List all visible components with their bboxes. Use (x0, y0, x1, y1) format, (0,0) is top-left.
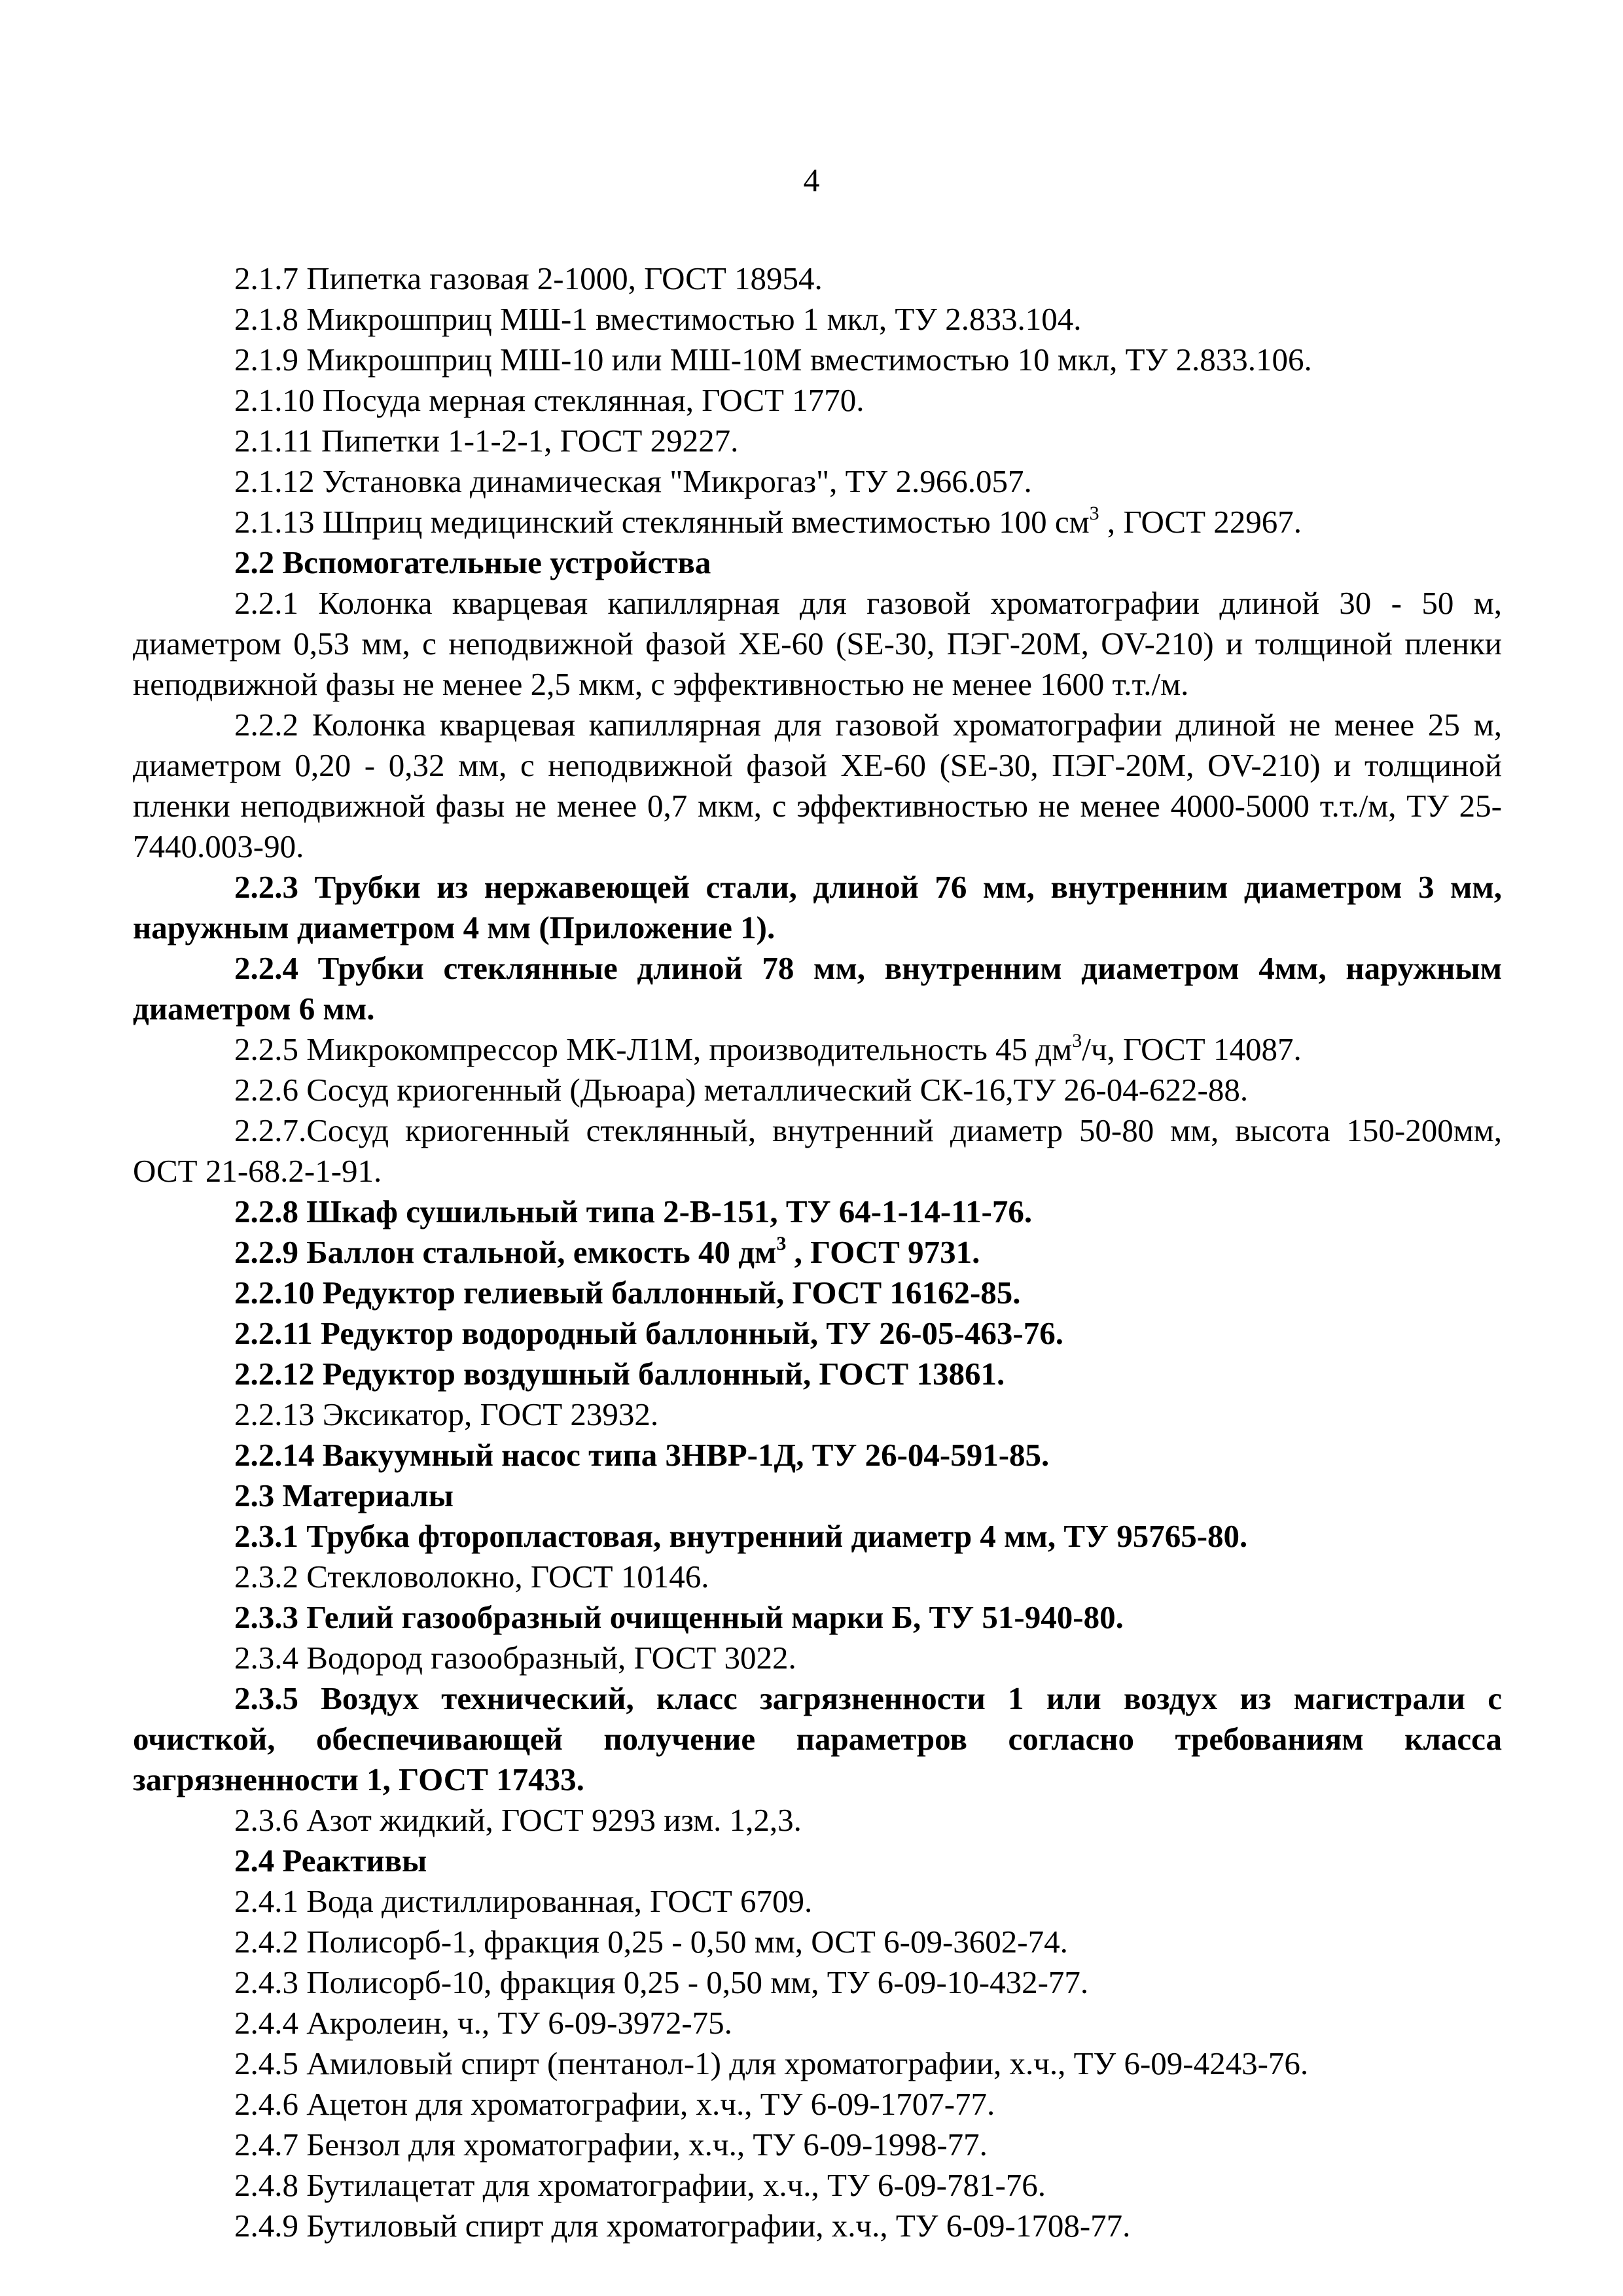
item-2-4-4: 2.4.4 Акролеин, ч., ТУ 6-09-3972-75. (234, 2005, 732, 2041)
superscript: 3 (776, 1233, 787, 1254)
item-2-2-9-tail: , ГОСТ 9731. (786, 1234, 980, 1270)
item-2-4-1: 2.4.1 Вода дистиллированная, ГОСТ 6709. (234, 1883, 813, 1919)
item-2-2-9-text: 2.2.9 Баллон стальной, емкость 40 дм (234, 1234, 777, 1270)
item-2-4-3: 2.4.3 Полисорб-10, фракция 0,25 - 0,50 мм, ТУ 6-09-10-432-77. (234, 1964, 1089, 2000)
item-2-4-5: 2.4.5 Амиловый спирт (пентанол-1) для хроматографии, х.ч., ТУ 6-09-4243-76. (234, 2045, 1309, 2081)
item-2-2-5-tail: /ч, ГОСТ 14087. (1082, 1031, 1302, 1067)
item-2-2-14: 2.2.14 Вакуумный насос типа 3НВР-1Д, ТУ 26-04-591-85. (234, 1437, 1050, 1473)
section-heading-2-2: 2.2 Вспомогательные устройства (234, 544, 711, 580)
section-heading-2-3: 2.3 Материалы (234, 1477, 454, 1513)
item-2-4-2: 2.4.2 Полисорб-1, фракция 0,25 - 0,50 мм, ОСТ 6-09-3602-74. (234, 1924, 1068, 1960)
item-2-4-9: 2.4.9 Бутиловый спирт для хроматографии, х.ч., ТУ 6-09-1708-77. (234, 2208, 1131, 2244)
item-2-2-5-text: 2.2.5 Микрокомпрессор МК-Л1М, производительность 45 дм (234, 1031, 1073, 1067)
superscript: 3 (1072, 1030, 1082, 1051)
item-2-3-1: 2.3.1 Трубка фторопластовая, внутренний диаметр 4 мм, ТУ 95765-80. (234, 1518, 1248, 1554)
item-2-2-8: 2.2.8 Шкаф сушильный типа 2-В-151, ТУ 64-1-14-11-76. (234, 1193, 1033, 1229)
item-2-1-8: 2.1.8 Микрошприц МШ-1 вместимостью 1 мкл, ТУ 2.833.104. (234, 301, 1082, 337)
item-2-1-10: 2.1.10 Посуда мерная стеклянная, ГОСТ 1770. (234, 382, 865, 418)
document-body (133, 258, 1502, 2246)
item-2-1-7: 2.1.7 Пипетка газовая 2-1000, ГОСТ 18954. (234, 260, 823, 296)
item-2-2-5 (133, 1029, 1502, 1070)
item-2-2-10: 2.2.10 Редуктор гелиевый баллонный, ГОСТ 16162-85. (234, 1275, 1021, 1311)
item-2-2-13: 2.2.13 Эксикатор, ГОСТ 23932. (234, 1396, 659, 1432)
item-2-2-7: 2.2.7.Сосуд криогенный стеклянный, внутренний диаметр 50-80 мм, высота 150-200мм, ОСТ 21-68.2-1-91. (133, 1112, 1502, 1189)
item-2-3-4: 2.3.4 Водород газообразный, ГОСТ 3022. (234, 1640, 796, 1676)
item-2-2-12: 2.2.12 Редуктор воздушный баллонный, ГОСТ 13861. (234, 1356, 1005, 1392)
superscript: 3 (1089, 503, 1099, 524)
item-2-1-13 (133, 502, 1502, 542)
item-2-1-13-tail: , ГОСТ 22967. (1099, 504, 1302, 540)
section-heading-2-4: 2.4 Реактивы (234, 1843, 427, 1879)
item-2-3-6: 2.3.6 Азот жидкий, ГОСТ 9293 изм. 1,2,3. (234, 1802, 802, 1838)
item-2-1-11: 2.1.11 Пипетки 1-1-2-1, ГОСТ 29227. (234, 423, 739, 459)
item-2-2-2: 2.2.2 Колонка кварцевая капиллярная для газовой хроматографии длиной не менее 25 м, диаметром 0,20 - 0,32 мм, с неподвижной фазой XE-60 (SE-30, ПЭГ-20М, OV-210) и толщиной пленки неподвижной фазы не менее 0,7 мкм, с эффективностью не менее 4000-5000 т.т./м, ТУ 25-7440.003-90. (133, 707, 1502, 864)
item-2-2-6: 2.2.6 Сосуд криогенный (Дьюара) металлический СК-16,ТУ 26-04-622-88. (234, 1072, 1249, 1108)
item-2-1-12: 2.1.12 Установка динамическая "Микрогаз", ТУ 2.966.057. (234, 463, 1032, 499)
item-2-2-1: 2.2.1 Колонка кварцевая капиллярная для газовой хроматографии длиной 30 - 50 м, диаметром 0,53 мм, с неподвижной фазой XE-60 (SE-30, ПЭГ-20М, OV-210) и толщиной пленки неподвижной фазы не менее 2,5 мкм, с эффективностью не менее 1600 т.т./м. (133, 585, 1502, 702)
item-2-2-4: 2.2.4 Трубки стеклянные длиной 78 мм, внутренним диаметром 4мм, наружным диаметром 6 мм. (133, 950, 1502, 1027)
item-2-1-13-text: 2.1.13 Шприц медицинский стеклянный вместимостью 100 см (234, 504, 1090, 540)
item-2-3-2: 2.3.2 Стекловолокно, ГОСТ 10146. (234, 1559, 709, 1595)
item-2-3-5: 2.3.5 Воздух технический, класс загрязненности 1 или воздух из магистрали с очисткой, обеспечивающей получение параметров согласно требованиям класса загрязненности 1, ГОСТ 17433. (133, 1680, 1502, 1797)
item-2-1-9: 2.1.9 Микрошприц МШ-10 или МШ-10М вместимостью 10 мкл, ТУ 2.833.106. (234, 342, 1312, 378)
item-2-4-7: 2.4.7 Бензол для хроматографии, х.ч., ТУ 6-09-1998-77. (234, 2127, 988, 2163)
item-2-2-11: 2.2.11 Редуктор водородный баллонный, ТУ 26-05-463-76. (234, 1315, 1063, 1351)
item-2-4-8: 2.4.8 Бутилацетат для хроматографии, х.ч., ТУ 6-09-781-76. (234, 2167, 1046, 2203)
item-2-2-3: 2.2.3 Трубки из нержавеющей стали, длиной 76 мм, внутренним диаметром 3 мм, наружным диаметром 4 мм (Приложение 1). (133, 869, 1502, 945)
page-number: 4 (803, 162, 820, 198)
item-2-3-3: 2.3.3 Гелий газообразный очищенный марки Б, ТУ 51-940-80. (234, 1599, 1124, 1635)
item-2-4-6: 2.4.6 Ацетон для хроматографии, х.ч., ТУ 6-09-1707-77. (234, 2086, 995, 2122)
item-2-2-9 (133, 1232, 1502, 1273)
